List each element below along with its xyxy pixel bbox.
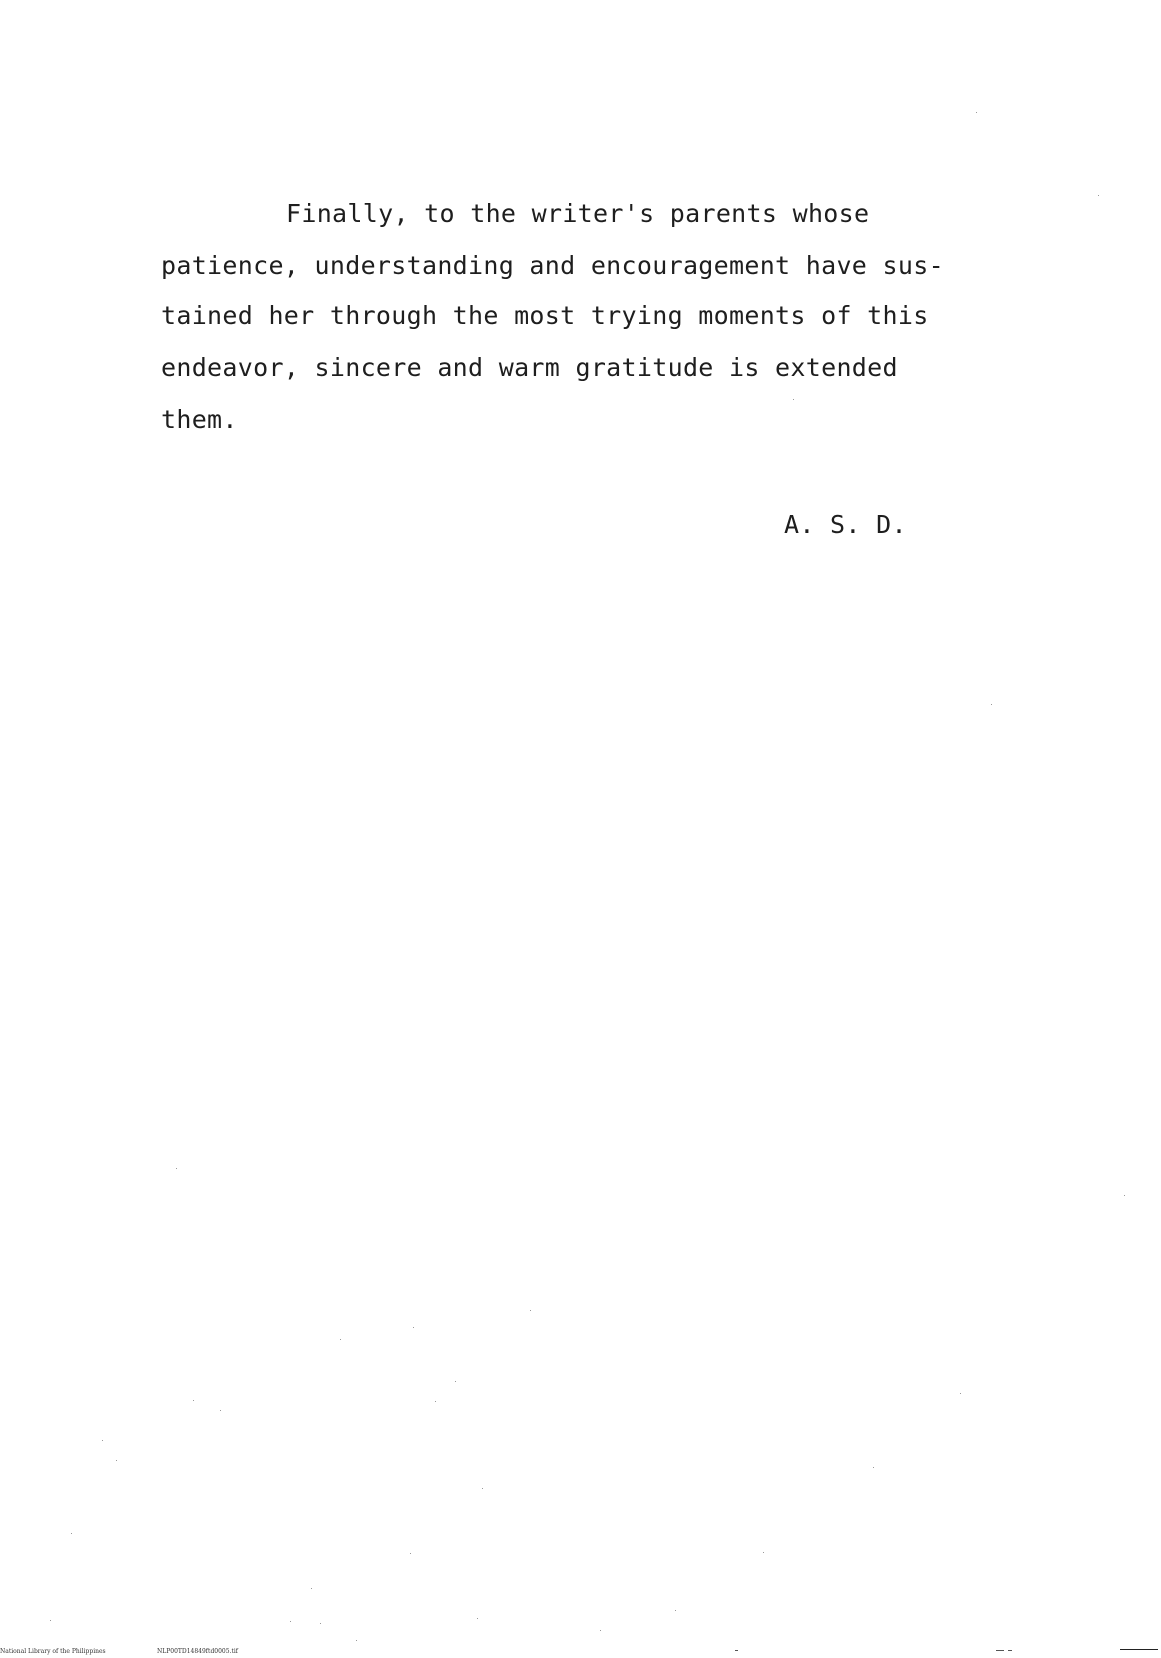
scan-speck bbox=[960, 1393, 961, 1394]
scan-speck bbox=[675, 1610, 676, 1611]
scan-speck bbox=[530, 1310, 531, 1311]
scan-dash bbox=[735, 1650, 738, 1651]
scan-dash bbox=[996, 1650, 1004, 1651]
signature-initials: A. S. D. bbox=[784, 510, 907, 539]
scan-speck bbox=[1098, 195, 1099, 196]
scan-dash bbox=[1008, 1650, 1012, 1651]
scan-speck bbox=[290, 1621, 291, 1622]
paragraph-line-4: endeavor, sincere and warm gratitude is extended bbox=[161, 353, 898, 382]
scan-speck bbox=[311, 1588, 312, 1589]
scan-speck bbox=[356, 1640, 357, 1641]
scan-dash bbox=[1120, 1649, 1158, 1650]
scan-speck bbox=[320, 1623, 321, 1624]
scan-speck bbox=[482, 1488, 483, 1489]
scan-speck bbox=[435, 1401, 436, 1402]
scan-speck bbox=[455, 1381, 456, 1382]
footer-filename: NLP00TD14849ftd0005.tif bbox=[157, 1648, 239, 1655]
scan-speck bbox=[991, 704, 992, 705]
paragraph-line-3: tained her through the most trying moments of this bbox=[161, 301, 929, 330]
paragraph-line-1: Finally, to the writer's parents whose bbox=[286, 199, 870, 228]
scan-speck bbox=[763, 1552, 764, 1553]
scan-speck bbox=[793, 399, 794, 400]
scan-speck bbox=[600, 1630, 601, 1631]
scan-speck bbox=[71, 1533, 72, 1534]
scan-speck bbox=[1124, 1195, 1125, 1196]
footer-library-name: National Library of the Philippines bbox=[0, 1648, 106, 1655]
scan-speck bbox=[193, 1400, 194, 1401]
scan-speck bbox=[340, 1339, 341, 1340]
paragraph-line-2: patience, understanding and encouragement have sus- bbox=[161, 251, 944, 280]
scan-speck bbox=[50, 1620, 51, 1621]
scan-speck bbox=[477, 1618, 478, 1619]
scan-speck bbox=[102, 1440, 103, 1441]
scan-speck bbox=[976, 112, 977, 113]
scan-speck bbox=[116, 1460, 117, 1461]
scan-speck bbox=[413, 1327, 414, 1328]
scan-speck bbox=[176, 1168, 177, 1169]
scan-speck bbox=[220, 1410, 221, 1411]
paragraph-line-5: them. bbox=[161, 405, 238, 434]
scan-speck bbox=[410, 1553, 411, 1554]
scan-speck bbox=[873, 1467, 874, 1468]
